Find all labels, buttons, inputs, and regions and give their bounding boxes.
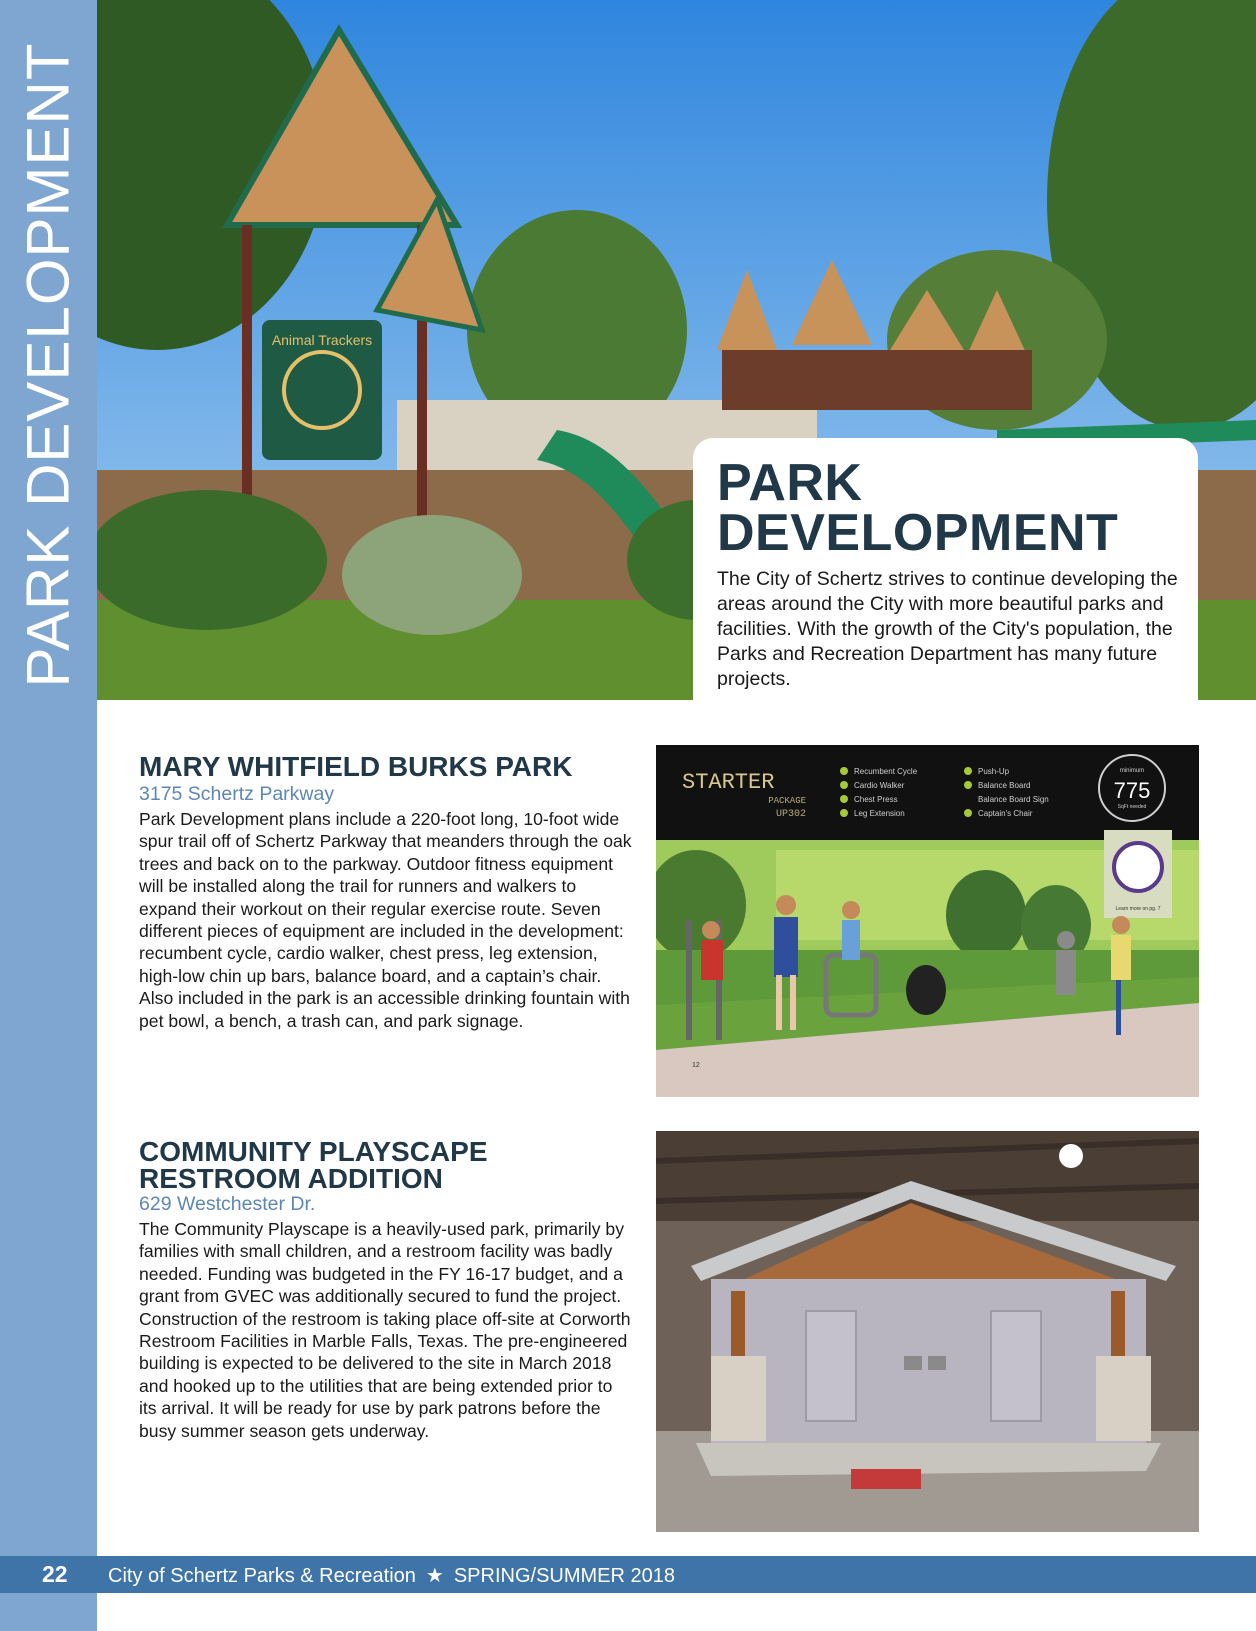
- section-address-restroom: 629 Westchester Dr.: [139, 1193, 316, 1215]
- section-body-restroom: The Community Playscape is a heavily-used park, primarily by families with small children, and a restroom facility was badly needed. Funding was budgeted in the FY 16-17 budget, and a grant from GVEC was additionally secured to fund the project. Construction of the restroom is taking place off-site at Corworth Restroom Facilities in Marble Falls, Texas. The pre-engineered building is expected to be delivered to the site in March 2018 and hooked up to the utilities that are being extended prior to its arrival. It will be ready for use by park patrons before the busy summer season gets underway.: [139, 1219, 631, 1441]
- equipment-item: Cardio Walker: [854, 781, 905, 790]
- equipment-item: Push-Up: [978, 767, 1010, 776]
- section-title-restroom: [139, 1138, 488, 1192]
- section-title-line: COMMUNITY PLAYSCAPE: [139, 1136, 488, 1167]
- equipment-item: Recumbent Cycle: [854, 767, 918, 776]
- section-body-burks-park: Park Development plans include a 220-foot long, 10-foot wide spur trail off of Schertz Parkway that meanders through the oak trees and back on to the parkway. Outdoor fitness equipment will be installed along the trail for runners and walkers to expand their workout on their regular exercise route. Seven different pieces of equipment are included in the development: recumbent cycle, cardio walker, chest press, leg extension, high-low chin up bars, balance board, and a captain’s chair. Also included in the park is an accessible drinking fountain with pet bowl, a bench, a trash can, and park signage.: [139, 809, 632, 1031]
- footer-issue: SPRING/SUMMER 2018: [453, 1565, 675, 1587]
- section-title-burks-park: [139, 753, 572, 780]
- page-title: [717, 454, 1119, 562]
- equipment-item: Balance Board: [978, 781, 1031, 790]
- badge-label: minimum: [1119, 768, 1145, 774]
- svg-text:Animal Trackers: Animal Trackers: [271, 332, 373, 348]
- sign-caption: Learn more on pg. 7: [1115, 906, 1161, 912]
- equipment-item: Balance Board Sign: [978, 795, 1049, 804]
- section-title-line: MARY WHITFIELD BURKS PARK: [139, 751, 573, 782]
- section-address-burks-park: 3175 Schertz Parkway: [139, 783, 335, 805]
- fitness-equipment-photo: [656, 745, 1199, 1097]
- package-code: UP302: [775, 809, 806, 820]
- sidebar-section-label: PARK DEVELOPMENT: [14, 42, 82, 688]
- star-icon: ★: [425, 1565, 444, 1587]
- section-title-line: RESTROOM ADDITION: [139, 1163, 443, 1194]
- intro-paragraph: The City of Schertz strives to continue developing the areas around the City with more beautiful parks and facilities. With the growth of the City's population, the Parks and Recreation Department has many future projects.: [717, 568, 1178, 690]
- package-name: STARTER: [682, 770, 775, 795]
- badge-unit: SqFt needed: [1117, 804, 1147, 810]
- page-number: 22: [42, 1561, 68, 1587]
- equipment-item: Chest Press: [854, 795, 898, 804]
- footer-publication: City of Schertz Parks & Recreation: [108, 1565, 416, 1587]
- equipment-item: Captain's Chair: [978, 809, 1033, 818]
- restroom-building-photo: [656, 1131, 1199, 1532]
- equipment-item: Leg Extension: [854, 809, 905, 818]
- footer-publication-line: [108, 1563, 675, 1588]
- corner-mark: 12: [692, 1062, 700, 1069]
- package-sub: PACKAGE: [768, 796, 806, 806]
- badge-value: 775: [1113, 778, 1151, 803]
- page-title-line1: PARK: [717, 454, 863, 512]
- page-title-line2: DEVELOPMENT: [717, 504, 1119, 562]
